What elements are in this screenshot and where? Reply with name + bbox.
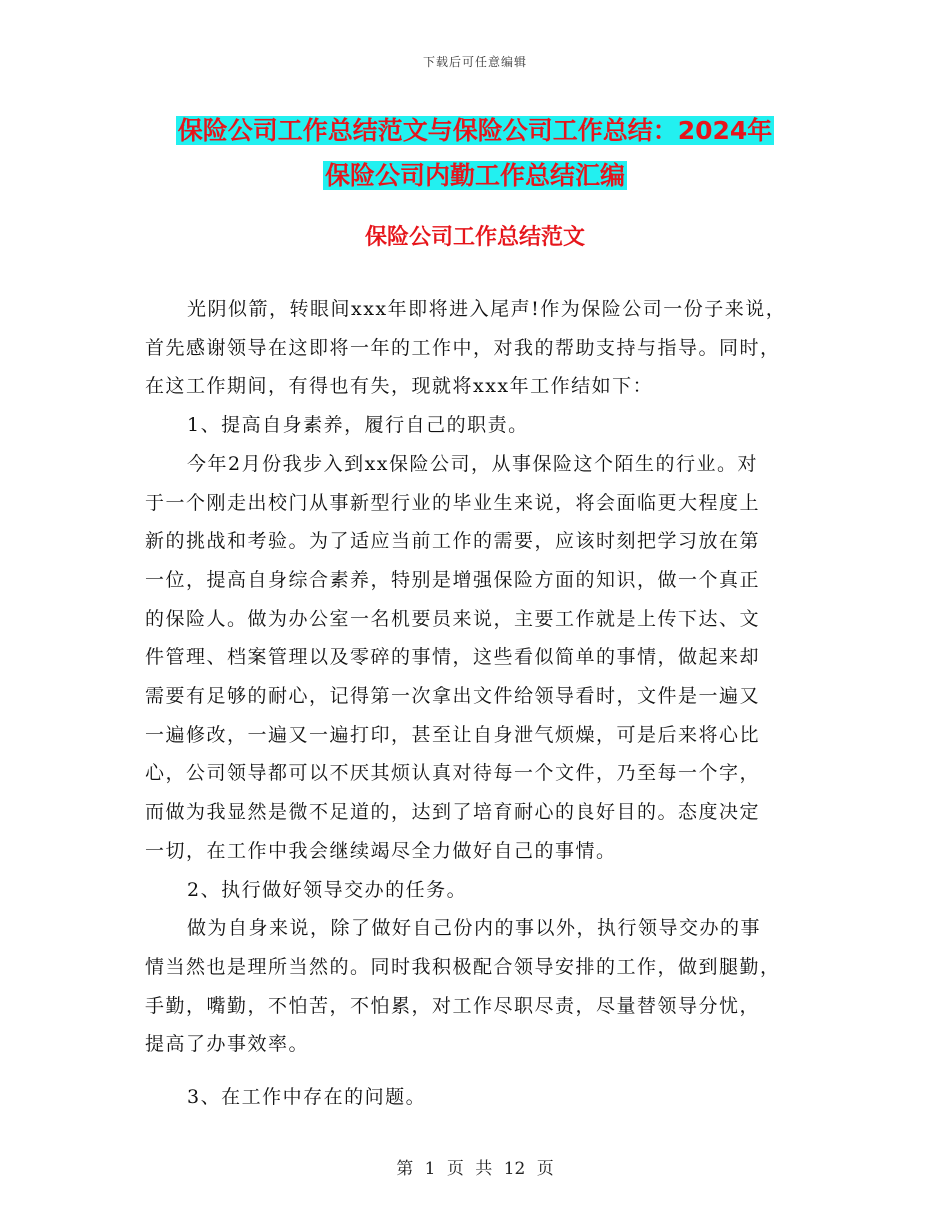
page-footer: 第 1 页 共 12 页 <box>396 1159 554 1179</box>
paragraph-line: 情当然也是理所当然的。同时我积极配合领导安排的工作，做到腿勤， <box>145 955 781 978</box>
list-heading: 3、在工作中存在的问题。 <box>187 1086 427 1109</box>
paragraph-line: 而做为我显然是微不足道的，达到了培育耐心的良好目的。态度决定 <box>145 801 761 824</box>
paragraph-line: 手勤，嘴勤，不怕苦，不怕累，对工作尽职尽责，尽量替领导分忧， <box>145 994 761 1017</box>
document-title-line-2: 保险公司内勤工作总结汇编 <box>324 161 625 190</box>
paragraph-line: 新的挑战和考验。为了适应当前工作的需要，应该时刻把学习放在第 <box>145 530 761 553</box>
paragraph-line: 需要有足够的耐心，记得第一次拿出文件给领导看时，文件是一遍又 <box>145 685 761 708</box>
paragraph-line: 一位，提高自身综合素养，特别是增强保险方面的知识，做一个真正 <box>145 568 761 591</box>
paragraph-spacer <box>145 1064 835 1078</box>
paragraph-line: 一遍修改，一遍又一遍打印，甚至让自身泄气烦燥，可是后来将心比 <box>145 723 761 746</box>
section-title: 保险公司工作总结范文 <box>364 225 585 250</box>
paragraph-line: 心，公司领导都可以不厌其烦认真对待每一个文件，乃至每一个字， <box>145 762 761 785</box>
paragraph-line: 于一个刚走出校门从事新型行业的毕业生来说，将会面临更大程度上 <box>145 491 761 514</box>
list-heading: 2、执行做好领导交办的任务。 <box>187 878 468 901</box>
list-heading: 1、提高自身素养，履行自己的职责。 <box>187 414 529 437</box>
paragraph-line: 提高了办事效率。 <box>145 1033 310 1056</box>
paragraph-line: 一切，在工作中我会继续竭尽全力做好自己的事情。 <box>145 839 617 862</box>
paragraph-line: 的保险人。做为办公室一名机要员来说，主要工作就是上传下达、文 <box>145 607 761 630</box>
paragraph-line: 光阴似箭，转眼间xxx年即将进入尾声!作为保险公司一份子来说， <box>187 298 787 320</box>
document-title-line-1: 保险公司工作总结范文与保险公司工作总结：2024年 <box>177 116 773 145</box>
body-text <box>145 290 835 1117</box>
document-title <box>0 108 950 198</box>
paragraph-line: 件管理、档案管理以及零碎的事情，这些看似简单的事情，做起来却 <box>145 646 761 669</box>
paragraph-line: 首先感谢领导在这即将一年的工作中，对我的帮助支持与指导。同时， <box>145 336 781 359</box>
paragraph-line: 做为自身来说，除了做好自己份内的事以外，执行领导交办的事 <box>187 917 762 940</box>
paragraph-line: 今年2月份我步入到xx保险公司，从事保险这个陌生的行业。对 <box>187 452 759 475</box>
paragraph-line: 在这工作期间，有得也有失，现就将xxx年工作结如下： <box>145 375 654 398</box>
header-note: 下载后可任意编辑 <box>422 55 527 69</box>
